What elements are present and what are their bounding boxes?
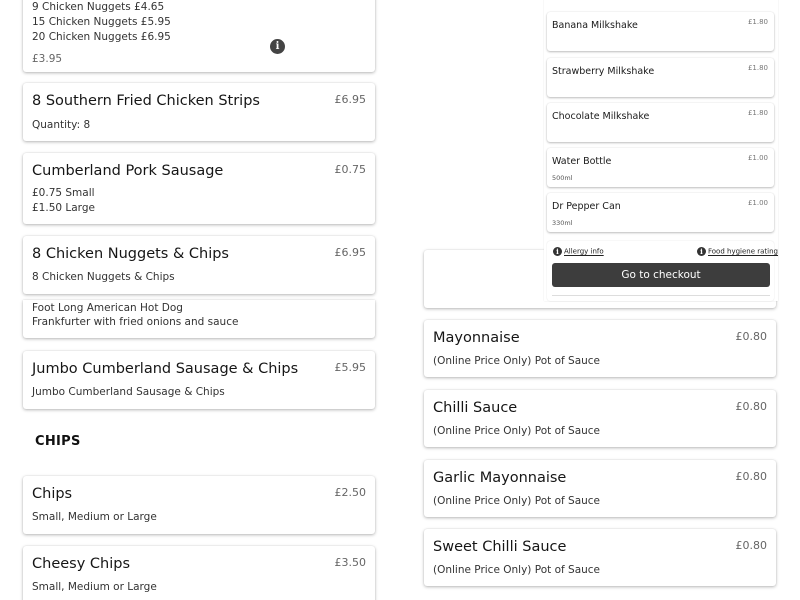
checkout-button[interactable]: Go to checkout: [552, 263, 770, 287]
item-description: Jumbo Cumberland Sausage & Chips: [32, 386, 225, 398]
item-description-line: 9 Chicken Nuggets £4.65: [32, 1, 165, 13]
item-description: 8 Chicken Nuggets & Chips: [32, 271, 175, 283]
basket-item-price: £1.00: [747, 199, 768, 207]
menu-item[interactable]: [23, 546, 375, 600]
item-title: Cumberland Pork Sausage: [32, 163, 224, 179]
basket-item-price: £1.80: [747, 18, 768, 26]
basket-item[interactable]: [547, 103, 774, 142]
basket-item-title: Dr Pepper Can: [552, 201, 621, 212]
menu-item[interactable]: [424, 529, 776, 586]
allergy-info-label: Allergy info: [564, 247, 604, 256]
item-price: £2.50: [334, 486, 366, 499]
food-hygiene-link[interactable]: [697, 247, 778, 256]
item-description: Frankfurter with fried onions and sauce: [32, 316, 239, 328]
item-price: £5.95: [334, 361, 366, 374]
basket-item-size: 330ml: [552, 219, 573, 227]
item-description: (Online Price Only) Pot of Sauce: [433, 564, 601, 576]
item-description-line: 15 Chicken Nuggets £5.95: [32, 16, 171, 28]
menu-item[interactable]: [424, 460, 776, 517]
basket-item[interactable]: [547, 148, 774, 187]
basket-item[interactable]: [547, 193, 774, 232]
food-hygiene-label: Food hygiene rating: [708, 247, 778, 256]
item-description: £1.50 Large: [32, 202, 95, 214]
item-title: Chips: [32, 486, 73, 502]
item-price: £0.80: [735, 330, 767, 343]
basket-item-title: Banana Milkshake: [552, 20, 638, 31]
basket-item-title: Strawberry Milkshake: [552, 66, 655, 77]
menu-item[interactable]: [424, 390, 776, 447]
item-title: Jumbo Cumberland Sausage & Chips: [32, 361, 299, 377]
item-price: £3.50: [334, 556, 366, 569]
item-title: Garlic Mayonnaise: [433, 470, 567, 486]
divider: [552, 295, 770, 296]
menu-item[interactable]: [23, 300, 375, 338]
section-title-chips: CHIPS: [35, 434, 81, 449]
item-title: 8 Chicken Nuggets & Chips: [32, 246, 229, 262]
allergy-info-link[interactable]: [553, 247, 604, 256]
basket-item[interactable]: [547, 12, 774, 51]
item-description-line: 20 Chicken Nuggets £6.95: [32, 31, 171, 43]
item-description: £0.75 Small: [32, 187, 95, 199]
info-icon[interactable]: i: [270, 39, 285, 54]
info-icon: i: [697, 247, 706, 256]
basket-item-size: 500ml: [552, 174, 573, 182]
menu-item[interactable]: [23, 351, 375, 409]
item-price: £0.80: [735, 400, 767, 413]
item-description: (Online Price Only) Pot of Sauce: [433, 495, 601, 507]
basket-item-price: £1.00: [747, 154, 768, 162]
item-price: £0.80: [735, 539, 767, 552]
item-title: 8 Southern Fried Chicken Strips: [32, 93, 260, 109]
item-price: £6.95: [334, 246, 366, 259]
item-description: Foot Long American Hot Dog: [32, 302, 183, 314]
menu-item-chicken-nuggets[interactable]: [23, 0, 375, 72]
menu-item[interactable]: [23, 476, 375, 534]
basket-item-price: £1.80: [747, 64, 768, 72]
item-description: (Online Price Only) Pot of Sauce: [433, 425, 601, 437]
menu-item[interactable]: [23, 236, 375, 294]
item-price: £0.75: [334, 163, 366, 176]
item-price: £3.95: [32, 53, 63, 65]
item-title: Sweet Chilli Sauce: [433, 539, 567, 555]
item-title: Chilli Sauce: [433, 400, 518, 416]
item-title: Mayonnaise: [433, 330, 520, 346]
item-description: Small, Medium or Large: [32, 581, 157, 593]
item-description: (Online Price Only) Pot of Sauce: [433, 355, 601, 367]
basket-item-title: Chocolate Milkshake: [552, 111, 650, 122]
basket-item-price: £1.80: [747, 109, 768, 117]
item-description: Quantity: 8: [32, 119, 91, 131]
menu-item[interactable]: [23, 153, 375, 224]
basket-item[interactable]: [547, 58, 774, 97]
item-description: Small, Medium or Large: [32, 511, 157, 523]
item-title: Cheesy Chips: [32, 556, 131, 572]
basket-item-title: Water Bottle: [552, 156, 612, 167]
item-price: £0.80: [735, 470, 767, 483]
info-icon: i: [553, 247, 562, 256]
item-price: £6.95: [334, 93, 366, 106]
menu-item[interactable]: [23, 83, 375, 141]
menu-item[interactable]: [424, 320, 776, 377]
